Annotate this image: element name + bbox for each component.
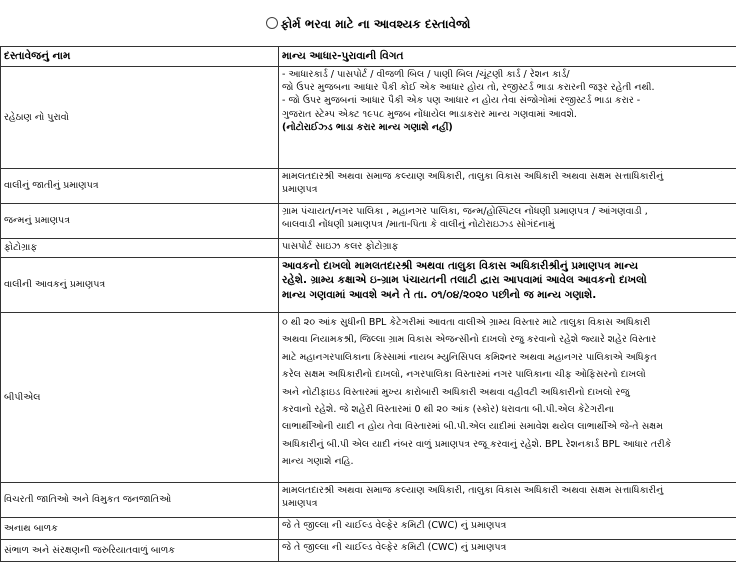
detail-line: ૦ થી ૨૦ આંક સુધીની BPL કેટેગરીમાં આવતા વાલીએ ગ્રામ્ય વિસ્તાર માટે તાલુકા વિકાસ અધિકારી xyxy=(282,317,651,328)
row-name: બીપીએલ xyxy=(1,313,279,483)
table-row xyxy=(1,518,736,540)
row-name: જન્મનું પ્રમાણપત્ર xyxy=(1,204,279,239)
table-row xyxy=(1,67,736,169)
detail-line: અધિકારીનું બી.પી એલ યાદી નંબર વાળું પ્રમાણપત્ર રજૂ કરવાનું રહેશે. BPL રેશનકાર્ડ BPL આધાર તરીકે xyxy=(282,438,672,450)
detail-line: મામલતદારશ્રી અથવા સમાજ કલ્યાણ અધિકારી, તાલુકા વિકાસ અધિકારી અથવા સક્ષમ સત્તાધિકારીનું xyxy=(282,485,664,496)
detail-line: માન્ય ગણવામાં આવશે અને તે તા. ૦૧/૦૪/૨૦૨૦ પછીનો જ માન્ય ગણાશે. xyxy=(282,288,597,301)
detail-line: કરવાનો રહેશે. જે શહેરી વિસ્તારમાં 0 થી ૨૦ આંક (સ્કોર) ધરાવતા બી.પી.એલ કેટેગરીના xyxy=(282,404,615,416)
detail-line: પ્રમાણપત્ર xyxy=(282,184,318,196)
row-details xyxy=(279,258,736,313)
detail-line: લાભાર્થીઓની યાદી ન હોય તેવા વિસ્તારમાં બી.પી.એલ યાદીમાં સમાવેશ થયેલ લાભાર્થીએ જે-તે સક્ષમ xyxy=(282,421,663,433)
row-name: ફોટોગ્રાફ xyxy=(1,239,279,258)
detail-line: ગુજરાત સ્ટેમ્પ એક્ટ ૧૯૫૮ મુજબ નોંધાયેલ ભાડાકરાર માન્ય ગણવામાં આવશે. xyxy=(282,108,577,120)
detail-line: અથવા નિયામકશ્રી, જિલ્લા ગ્રામ વિકાસ એજન્સીનો દાખલો રજુ કરવાનો રહેશે જ્યારે શહેર વિસ્તાર xyxy=(282,334,657,346)
detail-line: ગ્રામ પંચાયત/નગર પાલિકા , મહાનગર પાલિકા, જન્મ/હોસ્પિટલ નોંધણી પ્રમાણપત્ર / આંગણવાડી , xyxy=(282,206,648,217)
detail-line: માન્ય ગણાશે નહિ. xyxy=(282,456,354,468)
row-name: વાલીનું જાતીનું પ્રમાણપત્ર xyxy=(1,169,279,204)
row-details xyxy=(279,313,736,483)
row-name: રહેઠાણ નો પુરાવો xyxy=(1,67,279,169)
table-row xyxy=(1,204,736,239)
row-details xyxy=(279,540,736,562)
row-details xyxy=(279,67,736,169)
documents-table xyxy=(0,46,736,562)
row-name: વિચરતી જાતિઓ અને વિમુકત જનજાતિઓ xyxy=(1,483,279,518)
row-name: વાલીની આવકનું પ્રમાણપત્ર xyxy=(1,258,279,313)
header-document-name: દસ્તાવેજનું નામ xyxy=(1,47,279,67)
detail-line: અને નોટીફાઇડ વિસ્તારમાં મુખ્ય કારોબારી અધિકારી અથવા વહીવટી અધિકારીનો દાખલો રજુ xyxy=(282,386,630,398)
detail-line: જો ઉપર મુજબના આધાર પૈકી કોઈ એક આધાર હોય તો, રજીસ્ટર્ડ ભાડા કરારની જરૂર રહેતી નથી. xyxy=(282,82,655,94)
detail-line: રહેશે. ગ્રામ્ય કક્ષાએ ઇ-ગ્રામ પંચાયતની તલાટી દ્વારા આપવામાં આવેલ આવકનો દાખલો xyxy=(282,274,647,287)
detail-line: - આધારકાર્ડ / પાસપોર્ટ / વીજળી બિલ / પાણી બિલ /ચૂંટણી કાર્ડ / રેશન કાર્ડ/ xyxy=(282,69,570,80)
row-details xyxy=(279,239,736,258)
table-row xyxy=(1,540,736,562)
detail-line: માટે મહાનગરપાલિકાના કિસ્સામાં નાયબ મ્યુનિસિપલ કમિશ્નર અથવા મહાનગર પાલિકાએ અધિકૃત xyxy=(282,351,657,363)
detail-line: જે તે જીલ્લા ની ચાઈલ્ડ વેલ્ફેર કમિટી (CWC) નું પ્રમાણપત્ર xyxy=(282,542,507,553)
row-name: અનાથ બાળક xyxy=(1,518,279,540)
detail-line: પાસપોર્ટ સાઇઝ કલર ફોટોગ્રાફ xyxy=(282,241,399,252)
row-details xyxy=(279,483,736,518)
document-title xyxy=(0,16,736,32)
table-row xyxy=(1,258,736,313)
detail-line: આવકનો દાખલો મામલતદારશ્રી અથવા તાલુકા વિકાસ અધિકારીશ્રીનું પ્રમાણપત્ર માન્ય xyxy=(282,260,639,272)
document-title-text: ફોર્મ ભરવા માટે ના આવશ્યક દસ્તાવેજો xyxy=(280,17,471,31)
detail-line: મામલતદારશ્રી અથવા સમાજ કલ્યાણ અધિકારી, તાલુકા વિકાસ અધિકારી અથવા સક્ષમ સત્તાધિકારીનું xyxy=(282,171,664,182)
table-row xyxy=(1,169,736,204)
table-header-row xyxy=(1,47,736,67)
table-row xyxy=(1,239,736,258)
detail-line: - જો ઉપર મુજબનાં આધાર પૈકી એક પણ આધાર ન હોય તેવા સંજોગોમાં રજીસ્ટર્ડ ભાડા કરાર - xyxy=(282,95,641,107)
row-name: સંભાળ અને સંરક્ષણની જરુરિયાતવાળું બાળક xyxy=(1,540,279,562)
row-details xyxy=(279,169,736,204)
table-row xyxy=(1,483,736,518)
detail-line: બાલવાડી નોંધણી પ્રમાણપત્ર /માતા-પિતા કે વાલીનું નોટોરાઇઝ્ડ સોગંદનામું xyxy=(282,219,555,231)
header-proof-details: માન્ય આધાર-પુરાવાની વિગત xyxy=(279,47,736,67)
detail-line: પ્રમાણપત્ર xyxy=(282,498,318,510)
radio-icon xyxy=(266,17,278,29)
row-details xyxy=(279,204,736,239)
row-details xyxy=(279,518,736,540)
detail-line: કરેલ સક્ષમ અધિકારીનો દાખલો, નગરપાલિકા વિસ્તારમાં નગર પાલિકાના ચીફ ઓફિસરનો દાખલો xyxy=(282,369,646,381)
detail-note: (નોટોરાઈઝ્ડ ભાડા કરાર માન્ય ગણાશે નહીં) xyxy=(282,121,453,133)
table-row xyxy=(1,313,736,483)
detail-line: જે તે જીલ્લા ની ચાઈલ્ડ વેલ્ફેર કમિટી (CWC) નું પ્રમાણપત્ર xyxy=(282,520,507,531)
